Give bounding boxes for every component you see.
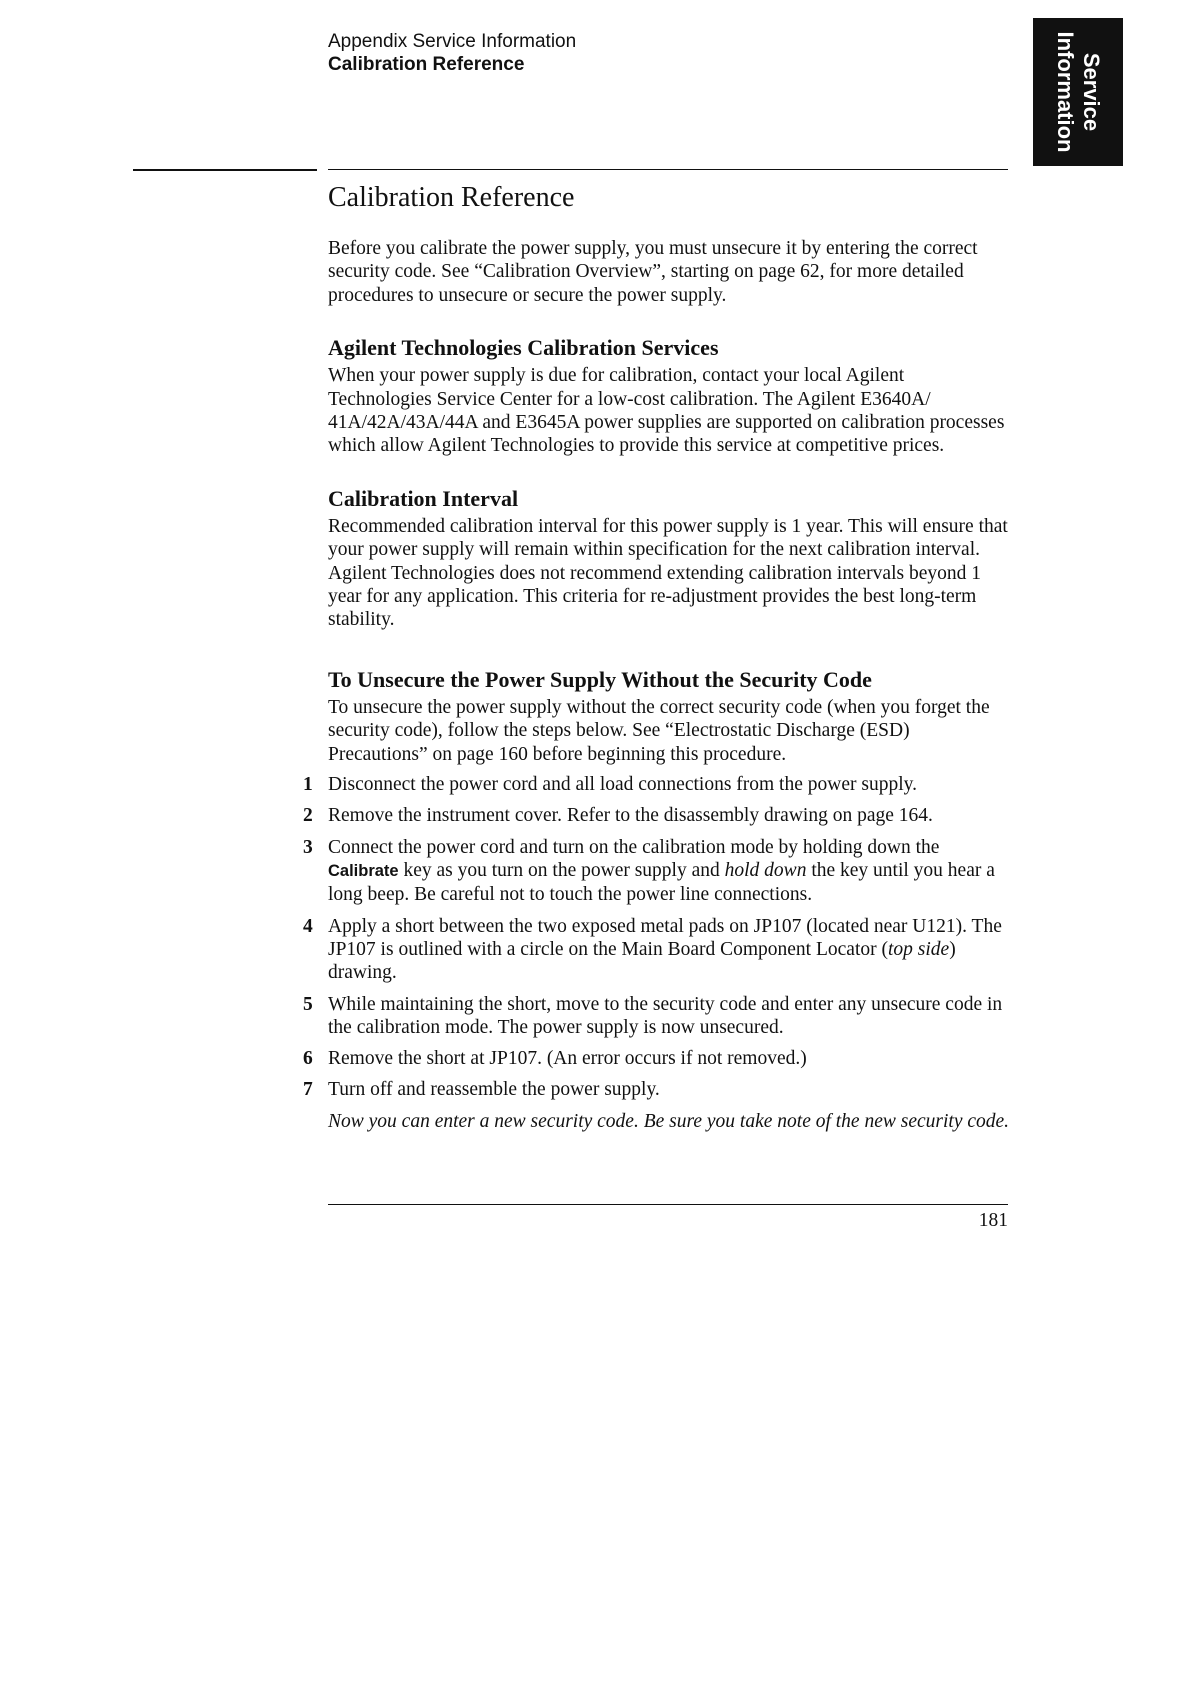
step-number: 7 bbox=[303, 1079, 313, 1101]
step-number: 1 bbox=[303, 774, 313, 796]
thumb-tab-line2: Information bbox=[1053, 31, 1078, 153]
step-emphasis: hold down bbox=[724, 859, 807, 881]
step-text-part: Connect the power cord and turn on the calibration mode by holding down the bbox=[328, 836, 940, 858]
step-item bbox=[303, 993, 1010, 1040]
intro-paragraph: Before you calibrate the power supply, you must unsecure it by entering the correct security code. See “Calibration Overview”, starting on page 62, for more detailed procedures to unsecure or secure the power supply. bbox=[328, 238, 978, 306]
step-item bbox=[303, 915, 1010, 985]
thumb-tab-label bbox=[1052, 32, 1104, 153]
step-text: While maintaining the short, move to the security code and enter any unsecure code in the calibration mode. The power supply is now unsecured. bbox=[328, 993, 1003, 1038]
step-text: Remove the short at JP107. (An error occurs if not removed.) bbox=[328, 1048, 807, 1070]
step-number: 4 bbox=[303, 915, 313, 937]
step-text-part: ) drawing. bbox=[328, 938, 956, 984]
running-header bbox=[328, 30, 576, 76]
step-text-part: Apply a short between the two exposed metal pads on JP107 (located near U121). The JP107 is outlined with a circle on the Main Board Component Locator ( bbox=[328, 915, 1002, 960]
step-number: 5 bbox=[303, 993, 313, 1015]
closing-note: Now you can enter a new security code. Be sure you take note of the new security code. bbox=[328, 1110, 1010, 1132]
step-text bbox=[328, 916, 1002, 984]
step-number: 6 bbox=[303, 1048, 313, 1070]
step-item bbox=[303, 836, 1010, 907]
section-heading-services: Agilent Technologies Calibration Services bbox=[328, 335, 719, 361]
header-rule-main bbox=[328, 169, 1008, 170]
header-appendix-title: Appendix Service Information bbox=[328, 31, 577, 52]
footer-rule bbox=[328, 1204, 1008, 1205]
page-title: Calibration Reference bbox=[328, 182, 575, 213]
header-rule-left bbox=[133, 169, 317, 171]
section-body-interval: Recommended calibration interval for this power supply is 1 year. This will ensure that your power supply will remain within specification for the next calibration interval. Agilent Technologies does not recommend extending calibration intervals beyond 1 year for any application. This criteria for re-adjustment provides the best long-term stability. bbox=[328, 515, 1008, 631]
procedure-steps bbox=[303, 773, 1010, 1102]
step-item bbox=[303, 1047, 1010, 1070]
step-number: 3 bbox=[303, 836, 313, 858]
header-section-title: Calibration Reference bbox=[328, 54, 525, 75]
calibrate-key-label: Calibrate bbox=[328, 861, 399, 880]
page-content bbox=[303, 181, 1010, 1133]
step-item bbox=[303, 1078, 1010, 1101]
step-item bbox=[303, 773, 1010, 796]
section-body-services: When your power supply is due for calibration, contact your local Agilent Technologies Service Center for a low-cost calibration. The Agilent E3640A/ 41A/42A/43A/44A and E3645A power supplies are supported on calibration processes which allow Agilent Technologies to provide this service at competitive prices. bbox=[328, 365, 1005, 457]
section-heading-unsecure: To Unsecure the Power Supply Without the Security Code bbox=[328, 666, 872, 692]
step-text: Disconnect the power cord and all load connections from the power supply. bbox=[328, 774, 917, 796]
step-text-part: key as you turn on the power supply and bbox=[398, 859, 725, 881]
page-number: 181 bbox=[978, 1210, 1008, 1231]
step-number: 2 bbox=[303, 805, 313, 827]
step-text: Turn off and reassemble the power supply. bbox=[328, 1079, 660, 1101]
step-text-part: the key until you hear a long beep. Be careful not to touch the power line connections. bbox=[328, 859, 995, 906]
step-text: Remove the instrument cover. Refer to the disassembly drawing on page 164. bbox=[328, 805, 933, 827]
step-text bbox=[328, 837, 995, 906]
thumb-tab bbox=[1033, 18, 1123, 166]
section-body-unsecure: To unsecure the power supply without the correct security code (when you forget the security code), follow the steps below. See “Electrostatic Discharge (ESD) Precautions” on page 160 before beginning this procedure. bbox=[328, 696, 990, 765]
step-emphasis: top side bbox=[887, 938, 950, 960]
section-heading-interval: Calibration Interval bbox=[328, 485, 519, 511]
step-item bbox=[303, 804, 1010, 827]
thumb-tab-line1: Service bbox=[1079, 52, 1104, 132]
